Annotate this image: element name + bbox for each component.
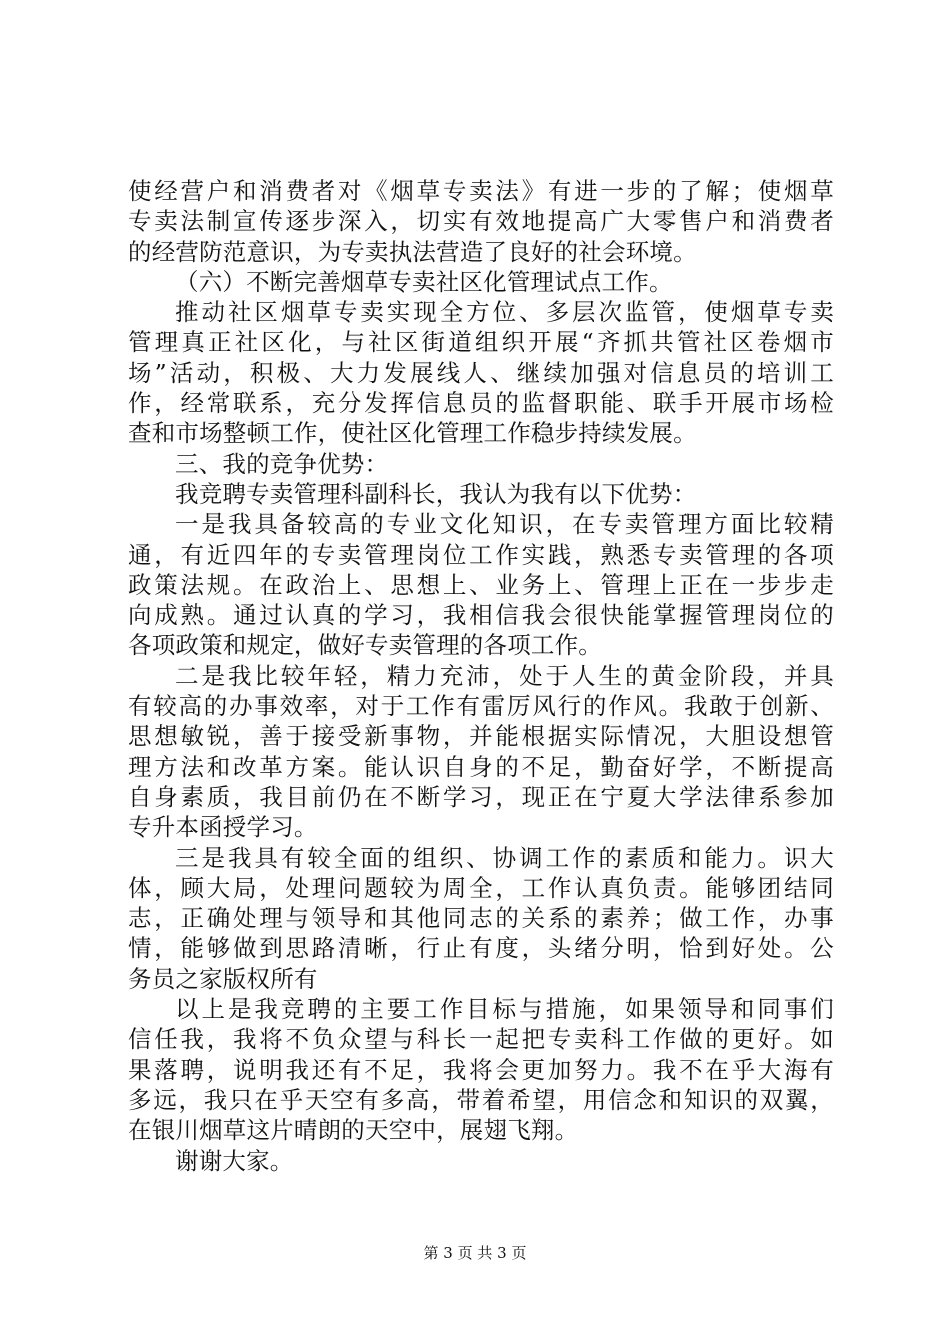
- text-line: 理方法和改革方案。能认识自身的不足，勤奋好学，不断提高: [128, 752, 834, 781]
- section-heading: （六）不断完善烟草专卖社区化管理试点工作。: [175, 267, 673, 296]
- text-line: 各项政策和规定，做好专卖管理的各项工作。: [128, 631, 602, 660]
- text-line: 多远，我只在乎天空有多高，带着希望，用信念和知识的双翼，: [128, 1085, 834, 1114]
- section-heading: 三、我的竞争优势：: [175, 449, 389, 478]
- text-line: 体，顾大局，处理问题较为周全，工作认真负责。能够团结同: [128, 873, 834, 902]
- closing-line: 谢谢大家。: [175, 1146, 294, 1175]
- text-line: 管理真正社区化，与社区街道组织开展“齐抓共管社区卷烟市: [128, 328, 834, 357]
- text-line: 通，有近四年的专卖管理岗位工作实践，熟悉专卖管理的各项: [128, 540, 834, 569]
- text-line: 场”活动，积极、大力发展线人、继续加强对信息员的培训工: [128, 358, 834, 387]
- text-line: 向成熟。通过认真的学习，我相信我会很快能掌握管理岗位的: [128, 601, 834, 630]
- text-line: 三是我具有较全面的组织、协调工作的素质和能力。识大: [175, 843, 834, 872]
- text-line: 信任我，我将不负众望与科长一起把专卖科工作做的更好。如: [128, 1025, 834, 1054]
- text-line: 果落聘，说明我还有不足，我将会更加努力。我不在乎大海有: [128, 1055, 834, 1084]
- page-number-label: 第 3 页 共 3 页: [423, 1244, 527, 1262]
- text-line: 作，经常联系，充分发挥信息员的监督职能、联手开展市场检: [128, 389, 834, 418]
- text-line: 专升本函授学习。: [128, 813, 318, 842]
- text-line: 二是我比较年轻，精力充沛，处于人生的黄金阶段，并具: [175, 661, 834, 690]
- text-line: 自身素质，我目前仍在不断学习，现正在宁夏大学法律系参加: [128, 782, 834, 811]
- text-line: 思想敏锐，善于接受新事物，并能根据实际情况，大胆设想管: [128, 722, 834, 751]
- text-line: 政策法规。在政治上、思想上、业务上、管理上正在一步步走: [128, 570, 834, 599]
- text-line: 专卖法制宣传逐步深入，切实有效地提高广大零售户和消费者: [128, 207, 834, 236]
- text-line: 情，能够做到思路清晰，行止有度，头绪分明，恰到好处。公: [128, 934, 834, 963]
- text-line: 在银川烟草这片晴朗的天空中，展翅飞翔。: [128, 1116, 579, 1145]
- page-footer: [0, 1243, 950, 1263]
- text-line: 有较高的办事效率，对于工作有雷厉风行的作风。我敢于创新、: [128, 692, 834, 721]
- document-body: [128, 176, 834, 1176]
- text-line: 志，正确处理与领导和其他同志的关系的素养；做工作，办事: [128, 904, 834, 933]
- text-line: 一是我具备较高的专业文化知识，在专卖管理方面比较精: [175, 510, 834, 539]
- text-line: 以上是我竞聘的主要工作目标与措施，如果领导和同事们: [175, 995, 834, 1024]
- text-line: 我竞聘专卖管理科副科长，我认为我有以下优势：: [175, 479, 697, 508]
- text-line: 查和市场整顿工作，使社区化管理工作稳步持续发展。: [128, 419, 697, 448]
- text-line: 的经营防范意识，为专卖执法营造了良好的社会环境。: [128, 237, 697, 266]
- text-line: 务员之家版权所有: [128, 964, 318, 993]
- text-line: 推动社区烟草专卖实现全方位、多层次监管，使烟草专卖: [175, 298, 834, 327]
- text-line: 使经营户和消费者对《烟草专卖法》有进一步的了解；使烟草: [128, 177, 834, 205]
